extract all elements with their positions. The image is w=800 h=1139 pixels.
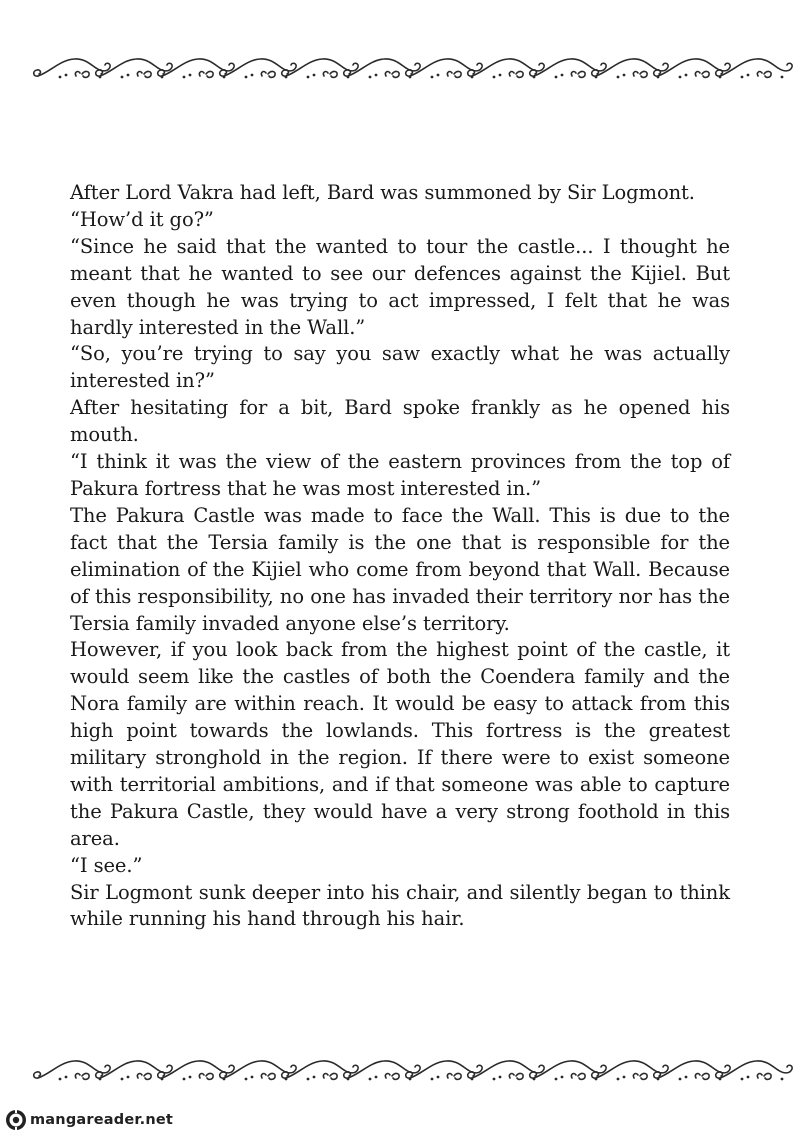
- top-ornament-svg: [30, 50, 800, 86]
- paragraph: However, if you look back from the highest point of the castle, it would seem like the castles of both the Coendera family and the Nora family are within reach. It would be easy to attack from this high point towards the lowlands. This fortress is the greatest military stronghold in the region. If there were to exist someone with territorial ambitions, and if that someone was able to capture the Pakura Castle, they would have a very strong foothold in this area.: [70, 638, 730, 850]
- paragraph: Sir Logmont sunk deeper into his chair, and silently began to think while running his hand through his hair.: [70, 880, 730, 931]
- paragraph: “So, you’re trying to say you saw exactly what he was actually interested in?”: [70, 342, 730, 393]
- paragraph: The Pakura Castle was made to face the Wall. This is due to the fact that the Tersia family is the one that is responsible for the elimination of the Kijiel who come from beyond that Wall. Because of this responsibility, no one has invaded their territory nor has the Tersia family invaded anyone else’s territory.: [70, 503, 730, 635]
- paragraph: After hesitating for a bit, Bard spoke frankly as he opened his mouth.: [70, 396, 730, 447]
- mangareader-logo-icon: [4, 1108, 28, 1132]
- paragraph: “I see.”: [70, 853, 143, 877]
- paragraph: “How’d it go?”: [70, 207, 214, 231]
- paragraph: “I think it was the view of the eastern provinces from the top of Pakura fortress that he was most interested in.”: [70, 450, 730, 500]
- watermark-text: mangareader.net: [30, 1112, 174, 1128]
- bottom-ornamental-border: [30, 1052, 800, 1088]
- top-ornamental-border: [30, 50, 800, 86]
- watermark: [4, 1107, 173, 1133]
- story-text: [70, 180, 730, 933]
- paragraph: “Since he said that the wanted to tour the castle... I thought he meant that he wanted to see our defences against the Kijiel. But even though he was trying to act impressed, I felt that he was hardly interested in the Wall.”: [70, 234, 730, 339]
- scroll-flourish: [716, 1061, 792, 1081]
- bottom-ornament-svg: [30, 1052, 800, 1088]
- scroll-flourish: [716, 59, 792, 79]
- paragraph: After Lord Vakra had left, Bard was summoned by Sir Logmont.: [70, 181, 695, 204]
